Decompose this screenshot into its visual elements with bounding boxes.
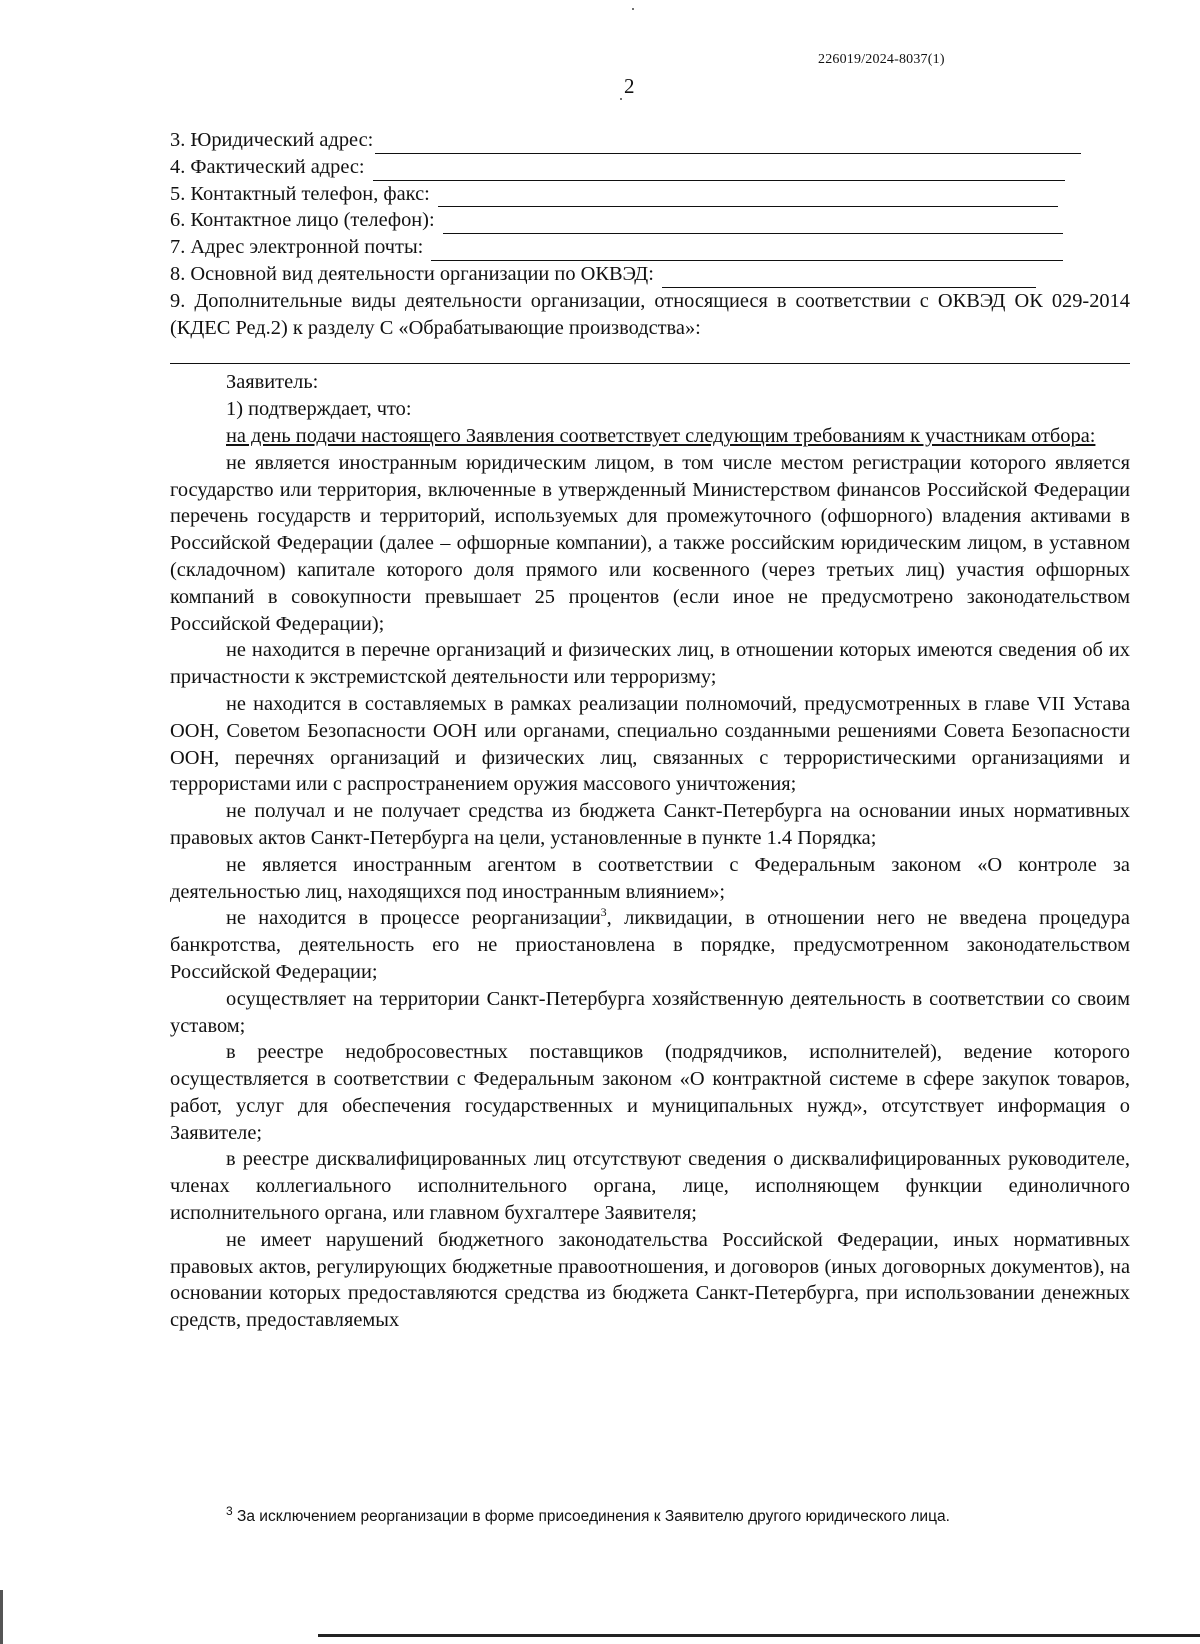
requirement-reorganization <box>170 905 1130 985</box>
reorg-text-end: , ликвидации, в отношении него не введена процедура банкротства, деятельность его не приостановлена в порядке, предусмотренном законодательством Российской Федерации; <box>170 907 1130 983</box>
requirement-disqualified-persons: в реестре дисквалифицированных лиц отсутствуют сведения о дисквалифицированных руководителе, членах коллегиального исполнительного органа, лице, исполняющем функции единоличного исполнительного органа, или главном бухгалтере Заявителя; <box>170 1148 1130 1225</box>
field-main-activity <box>170 261 1130 288</box>
scan-speck <box>632 8 634 10</box>
item-9-blank-line <box>170 341 1130 364</box>
field-legal-address <box>170 127 1130 154</box>
footnote <box>226 1503 950 1526</box>
requirement-extremism-list: не находится в перечне организаций и физических лиц, в отношении которых имеются сведения об их причастности к экстремистской деятельности или терроризму; <box>170 639 1130 689</box>
field-blank-line <box>431 241 1063 261</box>
scan-edge-mark <box>0 1590 3 1644</box>
field-label: 5. Контактный телефон, факс: <box>170 182 430 205</box>
field-label: 3. Юридический адрес: <box>170 129 374 151</box>
requirement-offshore: не является иностранным юридическим лицом, в том числе местом регистрации которого является государство или территория, включенные в утвержденный Министерством финансов Российской Федерации перечень государств и территорий, используемых для промежуточного (офшорного) владения активами в Российской Федерации (далее – офшорные компании), а также российским юридическим лицом, в уставном (складочном) капитале которого доля прямого или косвенного (через третьих лиц) участия офшорных компаний в совокупности превышает 25 процентов (если иное не предусмотрено законодательством Российской Федерации); <box>170 451 1130 635</box>
footnote-reference: 3 <box>600 905 607 920</box>
registration-number: 226019/2024-8037(1) <box>818 52 945 67</box>
field-blank-line <box>375 134 1081 154</box>
applicant-confirms: 1) подтверждает, что: <box>226 398 412 421</box>
applicant-heading: Заявитель: <box>226 371 319 394</box>
field-label: 4. Фактический адрес: <box>170 155 365 178</box>
footnote-mark: 3 <box>226 1503 233 1518</box>
field-actual-address <box>170 154 1130 181</box>
field-label: 8. Основной вид деятельности организации по ОКВЭД: <box>170 262 654 285</box>
requirements-intro: на день подачи настоящего Заявления соответствует следующим требованиям к участникам отбора: <box>226 424 1096 447</box>
field-blank-line <box>443 214 1063 234</box>
field-label: 6. Контактное лицо (телефон): <box>170 209 435 232</box>
scan-bottom-edge <box>318 1634 1200 1637</box>
field-blank-line <box>662 268 1036 288</box>
requirement-no-budget-funds: не получал и не получает средства из бюджета Санкт-Петербурга на основании иных нормативных правовых актов Санкт-Петербурга на цели, установленные в пункте 1.4 Порядка; <box>170 800 1130 849</box>
field-label: 7. Адрес электронной почты: <box>170 236 424 259</box>
field-email <box>170 234 1130 261</box>
scan-speck <box>620 98 622 100</box>
requirement-foreign-agent: не является иностранным агентом в соответствии с Федеральным законом «О контроле за деятельностью лиц, находящихся под иностранным влиянием»; <box>170 853 1130 903</box>
requirement-economic-activity: осуществляет на территории Санкт-Петербурга хозяйственную деятельность в соответствии со своим уставом; <box>170 987 1130 1037</box>
document-body <box>170 127 1130 1334</box>
field-blank-line <box>438 187 1058 207</box>
requirement-un-lists: не находится в составляемых в рамках реализации полномочий, предусмотренных в главе VII Устава ООН, Советом Безопасности ООН или органами, специально созданными решениями Совета Безопасности ООН, перечнях организаций и физических лиц, связанных с террористическими организациями и террористами или с распространением оружия массового уничтожения; <box>170 692 1130 796</box>
field-contact-phone <box>170 181 1130 208</box>
field-contact-person <box>170 207 1130 234</box>
field-blank-line <box>373 161 1065 181</box>
item-9-additional-activities: 9. Дополнительные виды деятельности организации, относящиеся в соответствии с ОКВЭД ОК 029-2014 (КДЕС Ред.2) к разделу С «Обрабатывающие производства»: <box>170 289 1130 339</box>
footnote-text: За исключением реорганизации в форме присоединения к Заявителю другого юридического лица. <box>232 1508 950 1525</box>
requirement-unfair-suppliers: в реестре недобросовестных поставщиков (подрядчиков, исполнителей), ведение которого осуществляется в соответствии с Федеральным законом «О контрактной системе в сфере закупок товаров, работ, услуг для обеспечения государственных и муниципальных нужд», отсутствует информация о Заявителе; <box>170 1041 1130 1144</box>
requirement-budget-violations: не имеет нарушений бюджетного законодательства Российской Федерации, иных нормативных правовых актов, регулирующих бюджетные правоотношения, и договоров (иных договорных документов), на основании которых предоставляются средства из бюджета Санкт-Петербурга, при использовании денежных средств, предоставляемых <box>170 1228 1130 1332</box>
page-number: 2 <box>624 74 635 98</box>
reorg-text-start: не находится в процессе реорганизации <box>226 907 601 930</box>
